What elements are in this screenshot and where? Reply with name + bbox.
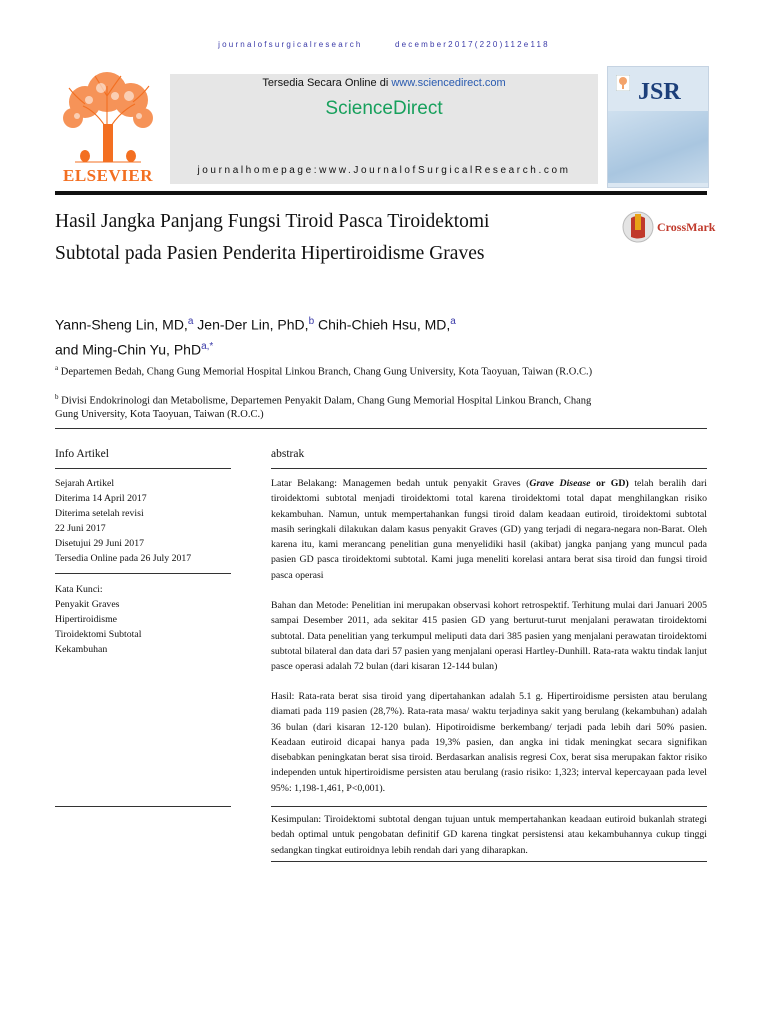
journal-banner — [55, 66, 707, 188]
available-online-prefix: Tersedia Secara Online di — [262, 77, 389, 89]
elsevier-tree-icon — [55, 66, 161, 166]
article-info-rule — [55, 468, 231, 469]
history-item: Diterima 14 April 2017 — [55, 493, 147, 504]
elsevier-mini-icon — [616, 75, 630, 91]
results-text: Hasil: Rata-rata berat sisa tiroid yang dipertahankan adalah 5.1 g. Hipertiroidisme persisten atau berulang diamati pada 119 pasien (28,7%). Rata-rata masa/ waktu terjadinya sakit yang berulang (kekambuhan) adalah 36 bulan (dari kisaran 12-120 bulan). Hipotiroidisme berkembang/ terjadi pada lebih dari 50% pasien. Keadaan eutiroid dicapai hanya pada 19,3% pasien, dan angka ini tidak meningkat secara signifikan disebabkan peningkatan berat sisa tiroid. Berdasarkan analisis regresi Cox, berat sisa merupakan faktor risiko independen untuk hipertiroidisme persisten atau berulang (rasio risiko: 1,323; interval kepercayaan pada level 95%: 1,198-1,461, P<0,001). — [271, 691, 707, 794]
sciencedirect-panel — [170, 74, 598, 184]
affiliation-marker: b — [55, 393, 59, 401]
elsevier-wordmark: ELSEVIER — [63, 166, 153, 185]
history-item: Tersedia Online pada 26 July 2017 — [55, 553, 192, 564]
history-item: Disetujui 29 Juni 2017 — [55, 538, 144, 549]
authors — [55, 311, 655, 360]
available-online-line — [170, 77, 598, 89]
results-rule — [271, 806, 707, 807]
title-line-1: Hasil Jangka Panjang Fungsi Tiroid Pasca Tiroidektomi — [55, 211, 490, 232]
keyword-item[interactable]: Tiroidektomi Subtotal — [55, 629, 142, 640]
grave-disease-term: Grave Disease — [529, 478, 591, 489]
author-affil-marker: b — [308, 316, 315, 327]
abstract-rule — [271, 468, 707, 469]
cover-band — [608, 111, 708, 183]
background-text-a: Latar Belakang: Managemen bedah untuk penyakit Graves ( — [271, 478, 530, 489]
cover-jsr-label: JSR — [638, 79, 681, 105]
article-history — [55, 476, 231, 566]
journal-cover-thumbnail[interactable] — [607, 66, 709, 188]
author-affil-marker: a — [450, 316, 456, 327]
running-header — [0, 40, 768, 49]
crossmark-label: CrossMark — [657, 220, 716, 234]
gd-abbrev: or GD) — [590, 478, 629, 489]
crossmark-icon — [622, 210, 654, 244]
affiliation-a — [55, 362, 595, 379]
history-item: Diterima setelah revisi — [55, 508, 144, 519]
keyword-item[interactable]: Penyakit Graves — [55, 599, 120, 610]
keywords-end-rule — [55, 806, 231, 807]
author-name[interactable]: Yann-Sheng Lin, MD, — [55, 316, 188, 333]
abstract-end-rule — [271, 861, 707, 862]
affiliation-marker: a — [55, 364, 59, 372]
history-item: 22 Juni 2017 — [55, 523, 106, 534]
author-name[interactable]: Chih-Chieh Hsu, MD, — [318, 316, 451, 333]
section-divider — [55, 428, 707, 429]
authors-line-1 — [55, 311, 655, 336]
keyword-item[interactable]: Kekambuhan — [55, 644, 108, 655]
keyword-item[interactable]: Hipertiroidisme — [55, 614, 118, 625]
affiliation-b — [55, 391, 595, 421]
title-line-2: Subtotal pada Pasien Penderita Hipertiroidisme Graves — [55, 243, 485, 264]
abstract-conclusion — [271, 812, 707, 858]
journal-name: journalofsurgicalresearch — [218, 40, 363, 49]
article-info-heading: Info Artikel — [55, 448, 109, 460]
author-conjunction: and — [55, 341, 79, 358]
author-affil-marker: a,* — [201, 340, 214, 352]
abstract-methods — [271, 598, 707, 674]
abstract-background — [271, 476, 707, 583]
author-name[interactable]: Ming-Chin Yu, PhD — [82, 341, 202, 358]
journal-homepage[interactable]: journalhomepage:www.JournalofSurgicalResearch.com — [197, 165, 571, 176]
history-heading: Sejarah Artikel — [55, 478, 115, 489]
header-rule — [55, 191, 707, 195]
affiliation-text: Departemen Bedah, Chang Gung Memorial Hospital Linkou Branch, Chang Gung University, Kota Taoyuan, Taiwan (R.O.C.) — [60, 366, 593, 378]
sciencedirect-title[interactable]: ScienceDirect — [325, 98, 443, 119]
keywords-heading: Kata Kunci: — [55, 584, 103, 595]
background-text-b: telah beralih dari tiroidektomi subtotal menjadi tiroidektomi total karena tiroidektomi total dapat menghilangkan risiko kekambuhan. Namun, untuk mempertahankan fungsi tiroid dalam keadaan eutiroid, tiroidektomi subtotal masih seringkali dilakukan dalam kasus penyakit Graves (GD) yang terjadi di negara-negara non-Barat. Oleh karena itu, kami merancang penelitian guna menyelidiki hasil (akibat) jangka panjang yang muncul pada pasien GD pasca tiroidektomi subtotal. Kami juga meneliti korelasi antara berat sisa tiroid dan fungsi tiroid pasca operasi — [271, 478, 707, 581]
issue-info: december2017(220)112e118 — [395, 40, 550, 49]
article-title — [55, 206, 595, 270]
abstract-results — [271, 689, 707, 796]
affiliation-text: Divisi Endokrinologi dan Metabolisme, Departemen Penyakit Dalam, Chang Gung Memorial Hospital Linkou Branch, Chang Gung University, Kota Taoyuan, Taiwan (R.O.C.) — [55, 395, 592, 420]
methods-text: Bahan dan Metode: Penelitian ini merupakan observasi kohort retrospektif. Terhitung mulai dari Januari 2005 sampai Desember 2011, ada sekitar 415 pasien GD yang berturut-turut menjalani perawatan tiroidektomi subtotal. Data penelitian yang terkumpul meliputi data dari 385 pasien yang menjalani perawatan tiroidektomi subtotal bilateral dan data dari 57 pasien yang menjalani operasi Hartley-Dunhill. Rata-rata waktu tindak lanjut pasce operasi adalah 72 bulan (dari kisaran 12-144 bulan) — [271, 600, 707, 673]
author-affil-marker: a — [187, 316, 194, 327]
authors-line-2 — [55, 336, 655, 361]
elsevier-logo[interactable] — [55, 66, 161, 188]
sciencedirect-link[interactable]: www.sciencedirect.com — [391, 77, 506, 89]
crossmark-badge[interactable] — [622, 210, 716, 244]
keywords — [55, 582, 231, 657]
author-name[interactable]: Jen-Der Lin, PhD, — [197, 316, 309, 333]
conclusion-text: Kesimpulan: Tiroidektomi subtotal dengan tujuan untuk mempertahankan keadaan eutiroid bukanlah strategi bedah optimal untuk pengobatan definitif GD karena tingkat persistensi atau kekambuhannya cukup tinggi sedangkan tingkat eutiroidnya lebih rendah dari yang diharapkan. — [271, 814, 707, 856]
abstract-heading: abstrak — [271, 448, 305, 460]
history-rule — [55, 573, 231, 574]
